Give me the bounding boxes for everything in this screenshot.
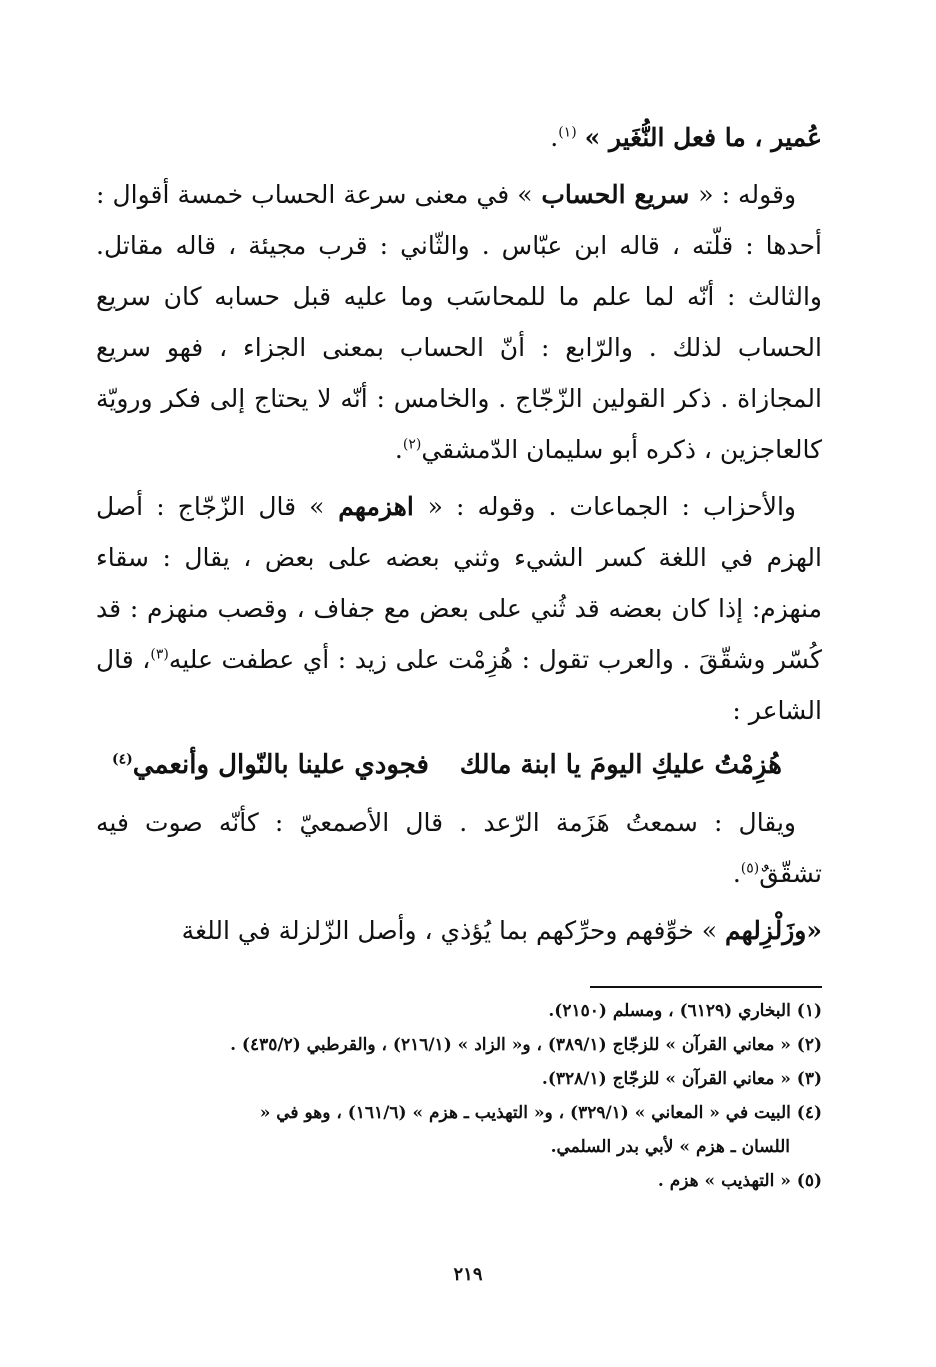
paragraph-5-text: » خوِّفهم وحرِّكهم بما يُؤذي ، وأصل الزّلزلة في اللغة bbox=[181, 916, 726, 945]
paragraph-2-lead: وقوله : « bbox=[698, 180, 797, 209]
main-text bbox=[96, 112, 822, 956]
verse-second-hemistich bbox=[112, 740, 429, 791]
footnote-marker-1: (١) bbox=[558, 124, 577, 141]
footnote-3: (٣) « معاني القرآن » للزجّاج (٣٢٨/١). bbox=[541, 1069, 822, 1089]
footnote-marker-5: (٥) bbox=[740, 860, 760, 877]
footnote-4: (٤) البيت في « المعاني » (٣٢٩/١) ، و« التهذيب ـ هزم » (١٦١/٦) ، وهو في « bbox=[259, 1103, 822, 1123]
quote-line: عُمير ، ما فعل النُّغَير » bbox=[584, 123, 822, 152]
term-ihzimhum: اهزمهم bbox=[324, 492, 428, 521]
period: . bbox=[732, 859, 741, 888]
poetry-verse bbox=[96, 740, 822, 791]
verse-second-text: فجودي علينا بالنّوال وأنعمي bbox=[132, 750, 429, 780]
footnote-5: (٥) « التهذيب » هزم . bbox=[657, 1171, 822, 1191]
footnote-4-continued: اللسان ـ هزم » لأبي بدر السلمي. bbox=[550, 1137, 790, 1157]
page-number: ٢١٩ bbox=[453, 1264, 483, 1285]
paragraph-2 bbox=[96, 169, 822, 475]
footnote-divider bbox=[590, 986, 822, 988]
footnotes bbox=[96, 994, 822, 1198]
paragraph-2-text: » في معنى سرعة الحساب خمسة أقوال : أحدها : قلّته ، قاله ابن عبّاس . والثّاني : قرب مجيئة ، قاله مقاتل. والثالث : أنّه لما علم ما للمحاسَب وما عليه قبل حسابه كان سريع الحساب لذلك . والرّابع : أنّ الحساب بمعنى الجزاء ، فهو سريع المجازاة . ذكر القولين الزّجّاج . والخامس : أنّه لا يحتاج إلى فكر ورويّة كالعاجزين ، ذكره أبو سليمان الدّمشقي bbox=[96, 180, 822, 464]
paragraph-5 bbox=[96, 905, 822, 956]
period: . bbox=[394, 435, 403, 464]
paragraph-1 bbox=[96, 112, 822, 163]
paragraph-3-lead: والأحزاب : الجماعات . وقوله : « bbox=[427, 492, 796, 521]
term-zalzilhum: «وزَلْزِلهم bbox=[725, 916, 822, 945]
paragraph-4 bbox=[96, 797, 822, 899]
footnote-marker-2: (٢) bbox=[402, 436, 422, 453]
footnote-marker-3: (٣) bbox=[150, 646, 169, 663]
paragraph-3-tail: ، قال الشاعر : bbox=[96, 645, 822, 725]
footnote-2: (٢) « معاني القرآن » للزجّاج (٣٨٩/١) ، و« الزاد » (٢١٦/١) ، والقرطبي (٤٣٥/٢) . bbox=[230, 1035, 822, 1055]
paragraph-4-text: ويقال : سمعتُ هَزَمة الرّعد . قال الأصمعيّ : كأنّه صوت فيه تشقّقٌ bbox=[96, 808, 822, 888]
period: . bbox=[550, 123, 559, 152]
footnote-marker-4: (٤) bbox=[112, 751, 133, 768]
verse-first-hemistich bbox=[460, 740, 782, 791]
footnote-1: (١) البخاري (٦١٢٩) ، ومسلم (٢١٥٠). bbox=[548, 1001, 822, 1021]
term-sari-al-hisab: سريع الحساب bbox=[532, 180, 699, 209]
paragraph-3 bbox=[96, 481, 822, 736]
verse-first-text: هُزِمْتُ عليكِ اليومَ يا ابنة مالك bbox=[459, 750, 782, 780]
paragraph-3-text: » قال الزّجّاج : أصل الهزم في اللغة كسر الشيء وثني بعضه على بعض ، يقال : سقاء منهزم: إذا كان بعضه قد ثُني على بعض مع جفاف ، وقصب منهزم : قد كُسّر وشقّقَ . والعرب تقول : هُزِمْت على زيد : أي عطفت عليه bbox=[96, 492, 822, 674]
